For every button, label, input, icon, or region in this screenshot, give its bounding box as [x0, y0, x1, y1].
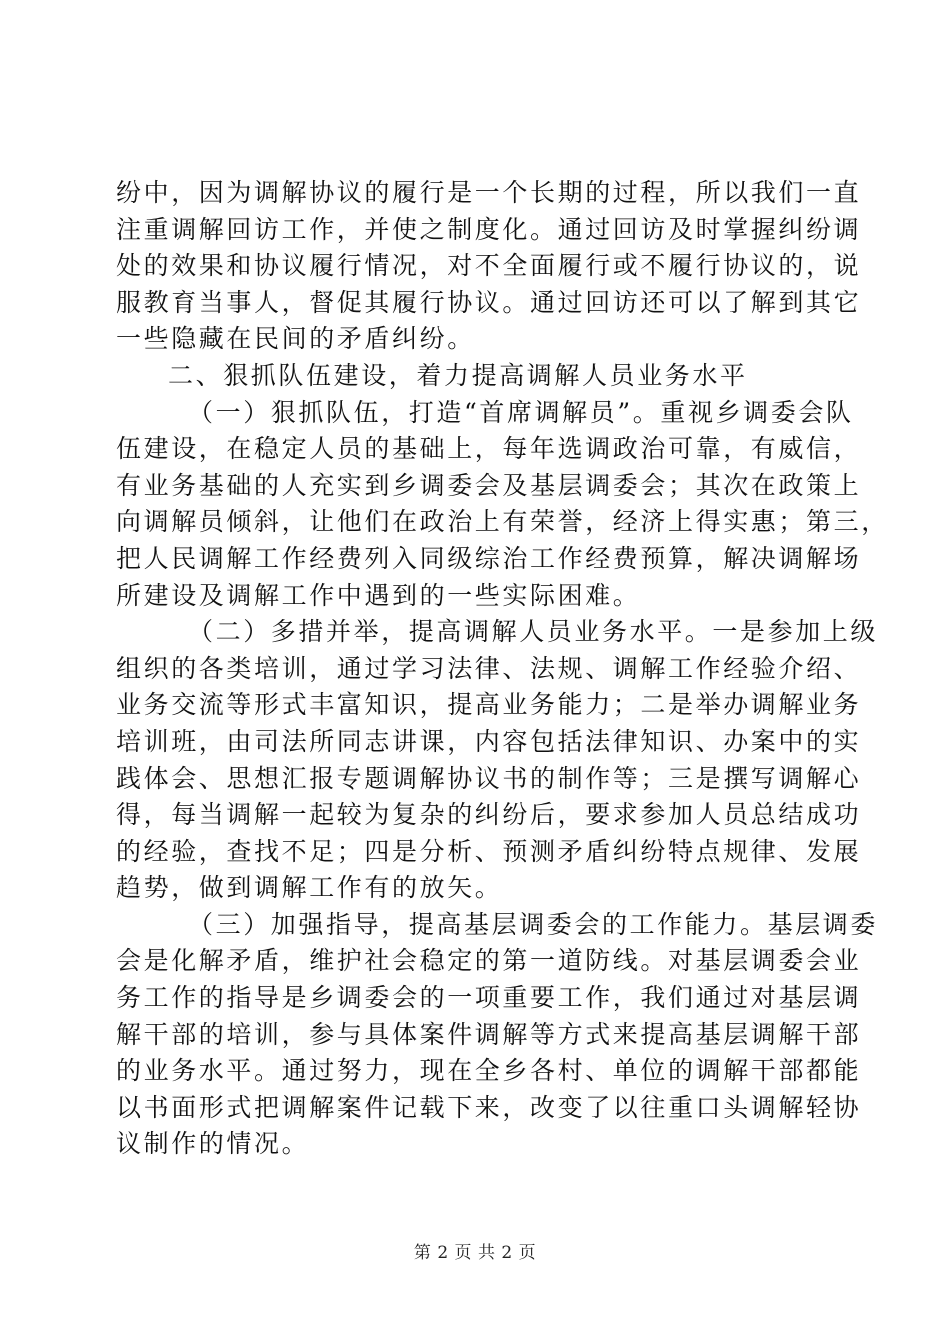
- paragraph-line: 业务交流等形式丰富知识，提高业务能力；二是举办调解业务: [116, 690, 862, 720]
- paragraph-line: 趋势，做到调解工作有的放矢。: [116, 873, 503, 903]
- paragraph-line: （一）狠抓队伍，打造“首席调解员”。重视乡调委会队: [188, 397, 854, 427]
- paragraph-line: 所建设及调解工作中遇到的一些实际困难。: [116, 580, 641, 610]
- paragraph-line: 服教育当事人，督促其履行协议。通过回访还可以了解到其它: [116, 287, 862, 317]
- document-body: [116, 175, 889, 1163]
- paragraph-line: 会是化解矛盾，维护社会稳定的第一道防线。对基层调委会业: [116, 946, 862, 976]
- paragraph-line: 的业务水平。通过努力，现在全乡各村、单位的调解干部都能: [116, 1056, 862, 1086]
- section-heading: 二、狠抓队伍建设，着力提高调解人员业务水平: [168, 360, 748, 390]
- paragraph-line: 组织的各类培训，通过学习法律、法规、调解工作经验介绍、: [116, 653, 862, 683]
- page-number-footer: 第 2 页 共 2 页: [413, 1243, 537, 1263]
- paragraph-line: 解干部的培训，参与具体案件调解等方式来提高基层调解干部: [116, 1019, 862, 1049]
- paragraph-line: （三）加强指导，提高基层调委会的工作能力。基层调委: [188, 909, 879, 939]
- paragraph-line: 培训班，由司法所同志讲课，内容包括法律知识、办案中的实: [116, 726, 862, 756]
- paragraph-line: 向调解员倾斜，让他们在政治上有荣誉，经济上得实惠；第三，: [116, 507, 889, 537]
- paragraph-line: 把人民调解工作经费列入同级综治工作经费预算，解决调解场: [116, 543, 862, 573]
- paragraph-line: 践体会、思想汇报专题调解协议书的制作等；三是撰写调解心: [116, 763, 862, 793]
- paragraph-line: 得，每当调解一起较为复杂的纠纷后，要求参加人员总结成功: [116, 800, 862, 830]
- paragraph-line: 一些隐藏在民间的矛盾纠纷。: [116, 324, 475, 354]
- paragraph-line: （二）多措并举，提高调解人员业务水平。一是参加上级: [188, 617, 879, 647]
- paragraph-line: 注重调解回访工作，并使之制度化。通过回访及时掌握纠纷调: [116, 214, 862, 244]
- paragraph-line: 伍建设，在稳定人员的基础上，每年选调政治可靠，有威信，: [116, 434, 862, 464]
- paragraph-line: 议制作的情况。: [116, 1129, 310, 1159]
- paragraph-line: 处的效果和协议履行情况，对不全面履行或不履行协议的，说: [116, 251, 862, 281]
- paragraph-line: 有业务基础的人充实到乡调委会及基层调委会；其次在政策上: [116, 470, 862, 500]
- paragraph-line: 以书面形式把调解案件记载下来，改变了以往重口头调解轻协: [116, 1092, 862, 1122]
- paragraph-line: 务工作的指导是乡调委会的一项重要工作，我们通过对基层调: [116, 983, 862, 1013]
- paragraph-line: 纷中，因为调解协议的履行是一个长期的过程，所以我们一直: [116, 178, 862, 207]
- paragraph-line: 的经验，查找不足；四是分析、预测矛盾纠纷特点规律、发展: [116, 836, 862, 866]
